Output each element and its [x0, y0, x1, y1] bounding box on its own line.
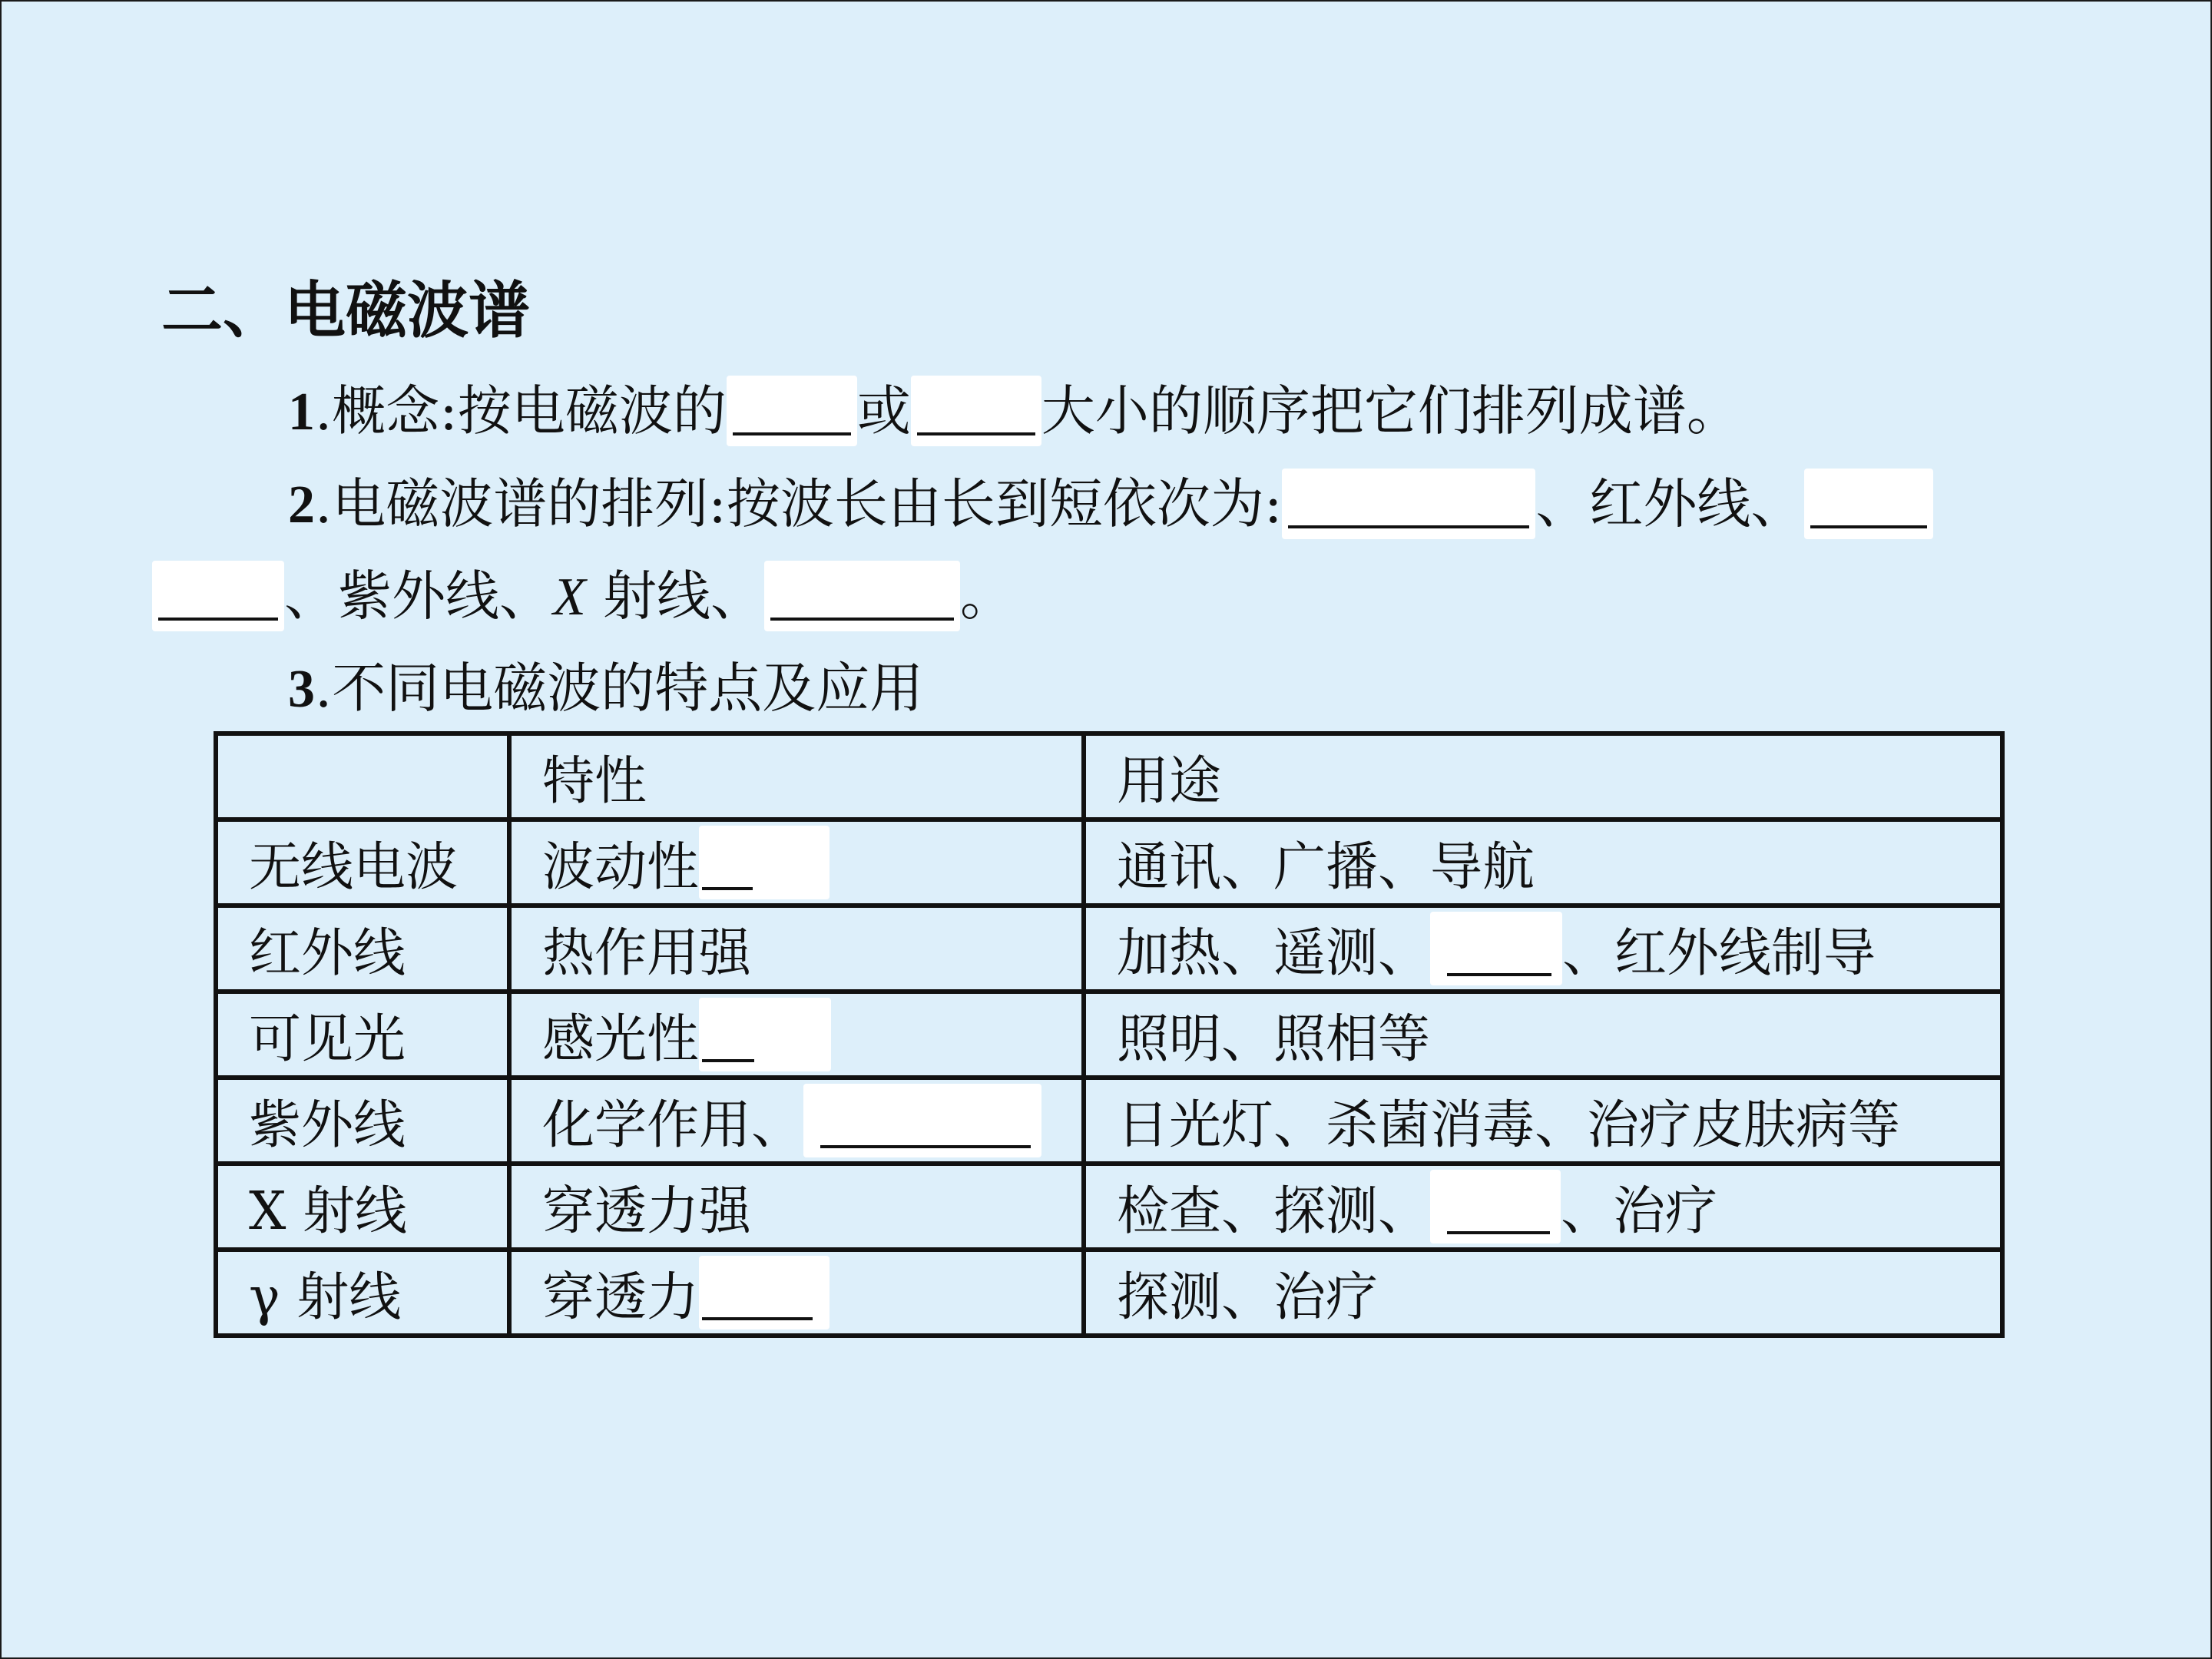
- wave-name: γ 射线: [216, 1250, 509, 1336]
- wave-use: [1084, 1164, 2002, 1250]
- wave-use: [1084, 820, 2002, 906]
- features-text: .不同电磁波的特点及应用: [315, 657, 924, 720]
- blank-radio-property[interactable]: [699, 826, 830, 899]
- wave-property: [509, 1078, 1084, 1164]
- spectrum-table: [214, 731, 2005, 1338]
- wave-use: 探测、治疗: [1084, 1250, 2002, 1336]
- blank-wave-frequency[interactable]: [727, 373, 857, 449]
- table-row: [216, 906, 2002, 992]
- spectrum-text-d: 射线、: [585, 565, 765, 628]
- table-row: [216, 1250, 2002, 1336]
- header-cell-use: 用途: [1084, 733, 2002, 820]
- concept-text-b: 或: [856, 379, 911, 442]
- wave-property: [509, 992, 1084, 1078]
- property-text: 感光性: [542, 1008, 700, 1070]
- wave-name: 无线电波: [216, 820, 509, 906]
- wave-name: 红外线: [216, 906, 509, 992]
- wave-property: 穿透力强: [509, 1164, 1084, 1250]
- item-number: 2: [288, 475, 315, 535]
- wave-name: 可见光: [216, 992, 509, 1078]
- table-row: [216, 820, 2002, 906]
- table-row: [216, 992, 2002, 1078]
- concept-line: [288, 373, 1740, 451]
- blank-uv-property[interactable]: [803, 1084, 1041, 1157]
- blank-visible-light-part1[interactable]: [1804, 465, 1933, 542]
- item-number: 1: [288, 382, 315, 442]
- blank-visible-property[interactable]: [699, 998, 831, 1071]
- wave-property: [509, 1250, 1084, 1336]
- spectrum-text-a: .电磁波谱的排列:按波长由长到短依次为:: [315, 472, 1283, 535]
- spectrum-line-2: [152, 558, 1014, 636]
- wave-property: [509, 820, 1084, 906]
- blank-gamma-ray[interactable]: [764, 558, 960, 634]
- spectrum-text-b: 、红外线、: [1535, 472, 1805, 535]
- blank-radio-wave[interactable]: [1282, 465, 1535, 542]
- concept-text-c: 大小的顺序把它们排列成谱。: [1041, 379, 1740, 442]
- use-text-b: 、治疗: [1561, 1181, 1718, 1242]
- spectrum-line-1: [288, 465, 1933, 544]
- wave-use: [1084, 906, 2002, 992]
- section-heading: 二、电磁波谱: [161, 275, 530, 346]
- property-text: 波动性: [542, 836, 700, 898]
- use-text: 通讯、广播、导航: [1117, 836, 1535, 898]
- wave-use: 照明、照相等: [1084, 992, 2002, 1078]
- property-text: 化学作用、: [542, 1094, 804, 1156]
- wave-name: 紫外线: [216, 1078, 509, 1164]
- wave-use: 日光灯、杀菌消毒、治疗皮肤病等: [1084, 1078, 2002, 1164]
- table-row: [216, 1078, 2002, 1164]
- blank-wavelength[interactable]: [911, 373, 1041, 449]
- wave-name: X 射线: [216, 1164, 509, 1250]
- use-text: 检查、探测、: [1117, 1181, 1431, 1242]
- blank-gamma-property[interactable]: [699, 1256, 830, 1330]
- item-number: 3: [288, 660, 315, 719]
- header-cell-empty: [216, 733, 509, 820]
- table-header-row: [216, 733, 2002, 820]
- concept-text-a: .概念:按电磁波的: [315, 379, 727, 442]
- spectrum-text-e: 。: [960, 565, 1015, 628]
- property-text: 穿透力: [542, 1267, 700, 1328]
- features-line: [288, 650, 923, 728]
- header-cell-property: 特性: [509, 733, 1084, 820]
- table-row: [216, 1164, 2002, 1250]
- xray-letter: X: [553, 568, 586, 627]
- blank-xray-use[interactable]: [1430, 1170, 1561, 1243]
- use-text: 加热、遥测、: [1117, 922, 1431, 984]
- blank-infrared-use[interactable]: [1430, 912, 1562, 985]
- blank-visible-light-part2[interactable]: [152, 558, 284, 634]
- wave-property: 热作用强: [509, 906, 1084, 992]
- spectrum-text-c: 、紫外线、: [284, 565, 553, 628]
- use-text-b: 、红外线制导: [1562, 922, 1876, 984]
